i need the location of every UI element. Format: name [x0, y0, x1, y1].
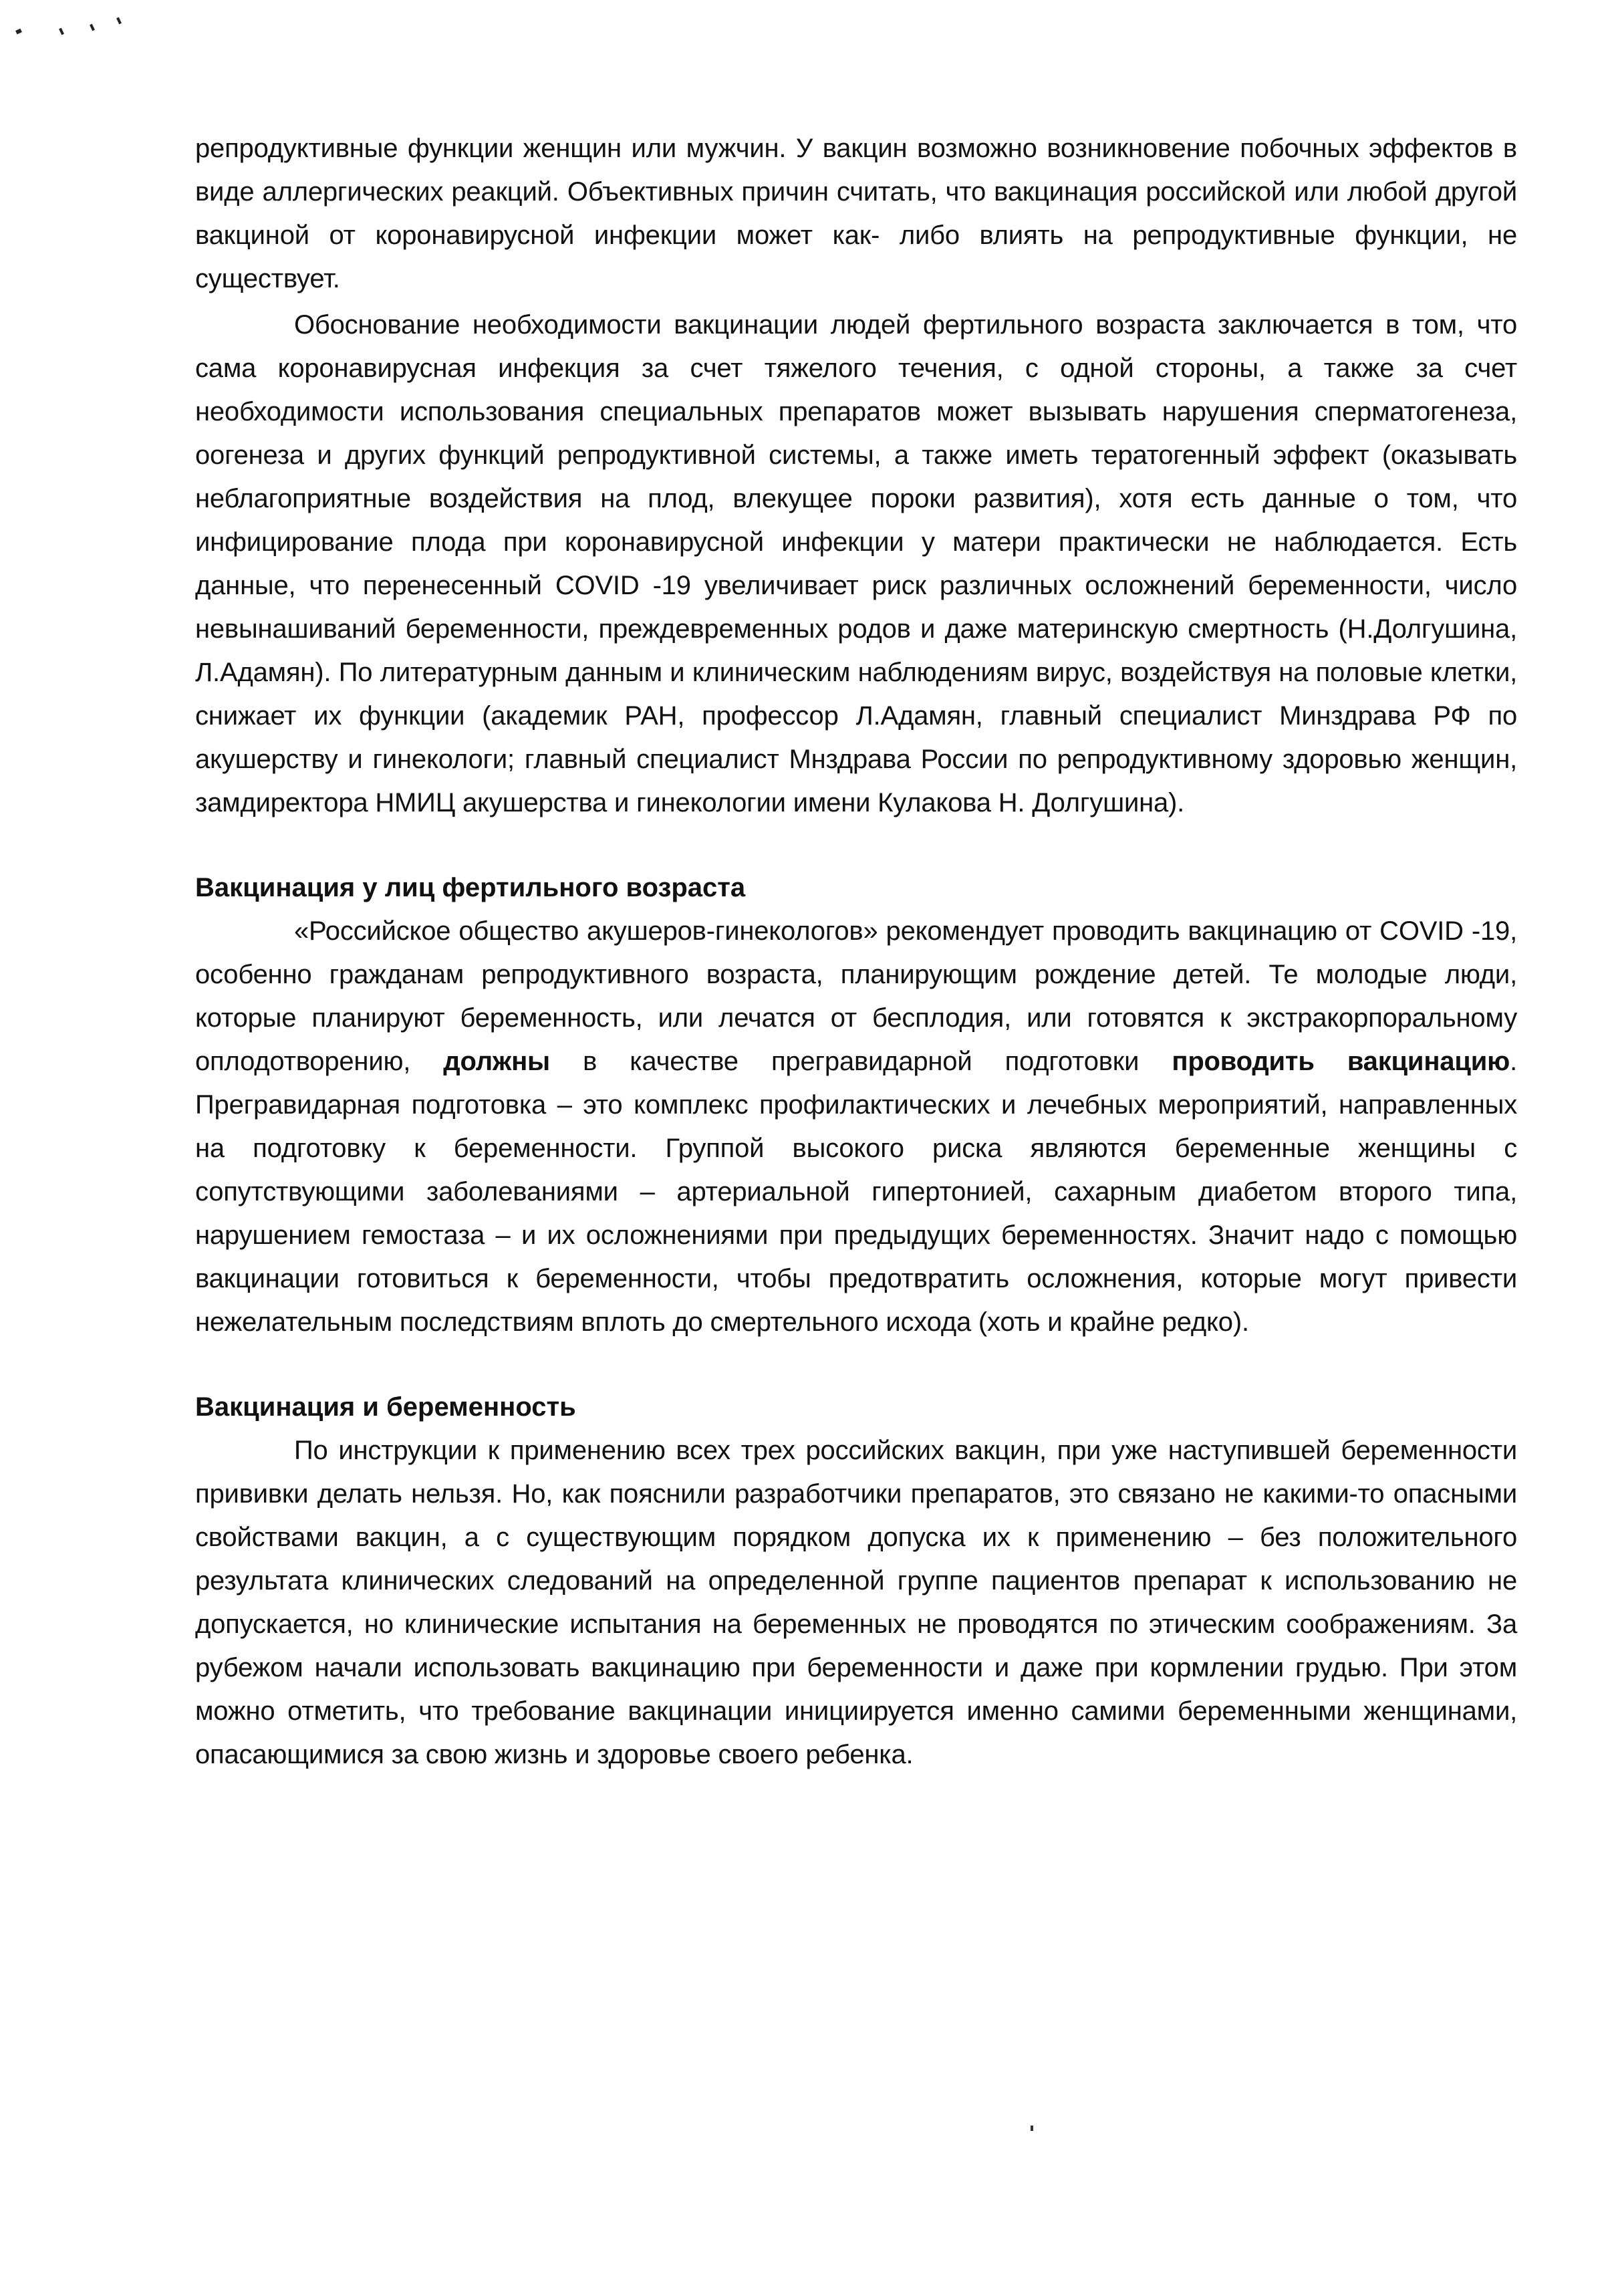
paragraph-text: репродуктивные функции женщин или мужчин. У вакцин возможно возникновение побочных эффектов в виде аллергических реакций. Объективных причин считать, что вакцинация российской или любой другой вакциной от коронавирусной инфекции может как- либо влиять на репродуктивные функции, не существует.: [195, 134, 1517, 293]
section-heading: Вакцинация и беременность: [195, 1392, 576, 1422]
paragraph-recommendation: [195, 910, 1517, 1344]
document-page: [195, 127, 1517, 1777]
paragraph-text: «Российское общество акушеров-гинекологов» рекомендует проводить вакцинацию от COVID -19, особенно гражданам репродуктивного возраста, планирующим рождение детей. Те молодые люди, которые планируют беременность, или лечатся от бесплодия, или готовятся к экстракорпоральному оплодотворению,: [195, 916, 1517, 1076]
paragraph-text: . Прегравидарная подготовка – это комплекс профилактических и лечебных мероприятий, направленных на подготовку к беременности. Группой высокого риска являются беременные женщины с сопутствующими заболеваниями – артериальной гипертонией, сахарным диабетом второго типа, нарушением гемостаза – и их осложнениями при предыдущих беременностях. Значит надо с помощью вакцинации готовиться к беременности, чтобы предотвратить осложнения, которые могут привести нежелательным последствиям вплоть до смертельного исхода (хоть и крайне редко).: [195, 1047, 1517, 1337]
paragraph-text: в качестве прегравидарной подготовки: [550, 1047, 1172, 1076]
scan-speck-icon: [90, 24, 95, 31]
emphasis-vaccinate: проводить вакцинацию: [1172, 1047, 1510, 1076]
paragraph-pregnancy-guidance: [195, 1429, 1517, 1777]
section-fertile-age: [195, 866, 1517, 1344]
paragraph-reproductive-effects: [195, 127, 1517, 301]
paragraph-text: Обоснование необходимости вакцинации людей фертильного возраста заключается в том, что сама коронавирусная инфекция за счет тяжелого течения, с одной стороны, а также за счет необходимости использования специальных препаратов может вызывать нарушения сперматогенеза, оогенеза и других функций репродуктивной системы, а также иметь тератогенный эффект (оказывать неблагоприятные воздействия на плод, влекущее пороки развития), хотя есть данные о том, что инфицирование плода при коронавирусной инфекции у матери практически не наблюдается. Есть данные, что перенесенный COVID -19 увеличивает риск различных осложнений беременности, число невынашиваний беременности, преждевременных родов и даже материнскую смертность (Н.Долгушина, Л.Адамян). По литературным данным и клиническим наблюдениям вирус, воздействуя на половые клетки, снижает их функции (академик РАН, профессор Л.Адамян, главный специалист Минздрава РФ по акушерству и гинекологи; главный специалист Мнздрава России по репродуктивному здоровью женщин, замдиректора НМИЦ акушерства и гинекологии имени Кулакова Н. Долгушина).: [195, 310, 1517, 817]
paragraph-justification: [195, 303, 1517, 825]
scan-artifact-marks: [9, 13, 123, 47]
paragraph-text: По инструкции к применению всех трех российских вакцин, при уже наступившей беременности прививки делать нельзя. Но, как пояснили разработчики препаратов, это связано не какими-то опасными свойствами вакцин, а с существующим порядком допуска их к применению – без положительного результата клинических следований на определенной группе пациентов препарат к использованию не допускается, но клинические испытания на беременных не проводятся по этическим соображениям. За рубежом начали использовать вакцинацию при беременности и даже при кормлении грудью. При этом можно отметить, что требование вакцинации инициируется именно самими беременными женщинами, опасающимися за свою жизнь и здоровье своего ребенка.: [195, 1436, 1517, 1769]
scan-speck-icon: [1031, 2126, 1033, 2131]
section-pregnancy: [195, 1386, 1517, 1777]
scan-speck-icon: [116, 17, 122, 25]
emphasis-must: должны: [443, 1047, 550, 1076]
scan-speck-icon: [15, 29, 22, 35]
section-intro: [195, 127, 1517, 825]
section-heading: Вакцинация у лиц фертильного возраста: [195, 873, 746, 902]
scan-speck-icon: [59, 28, 64, 35]
